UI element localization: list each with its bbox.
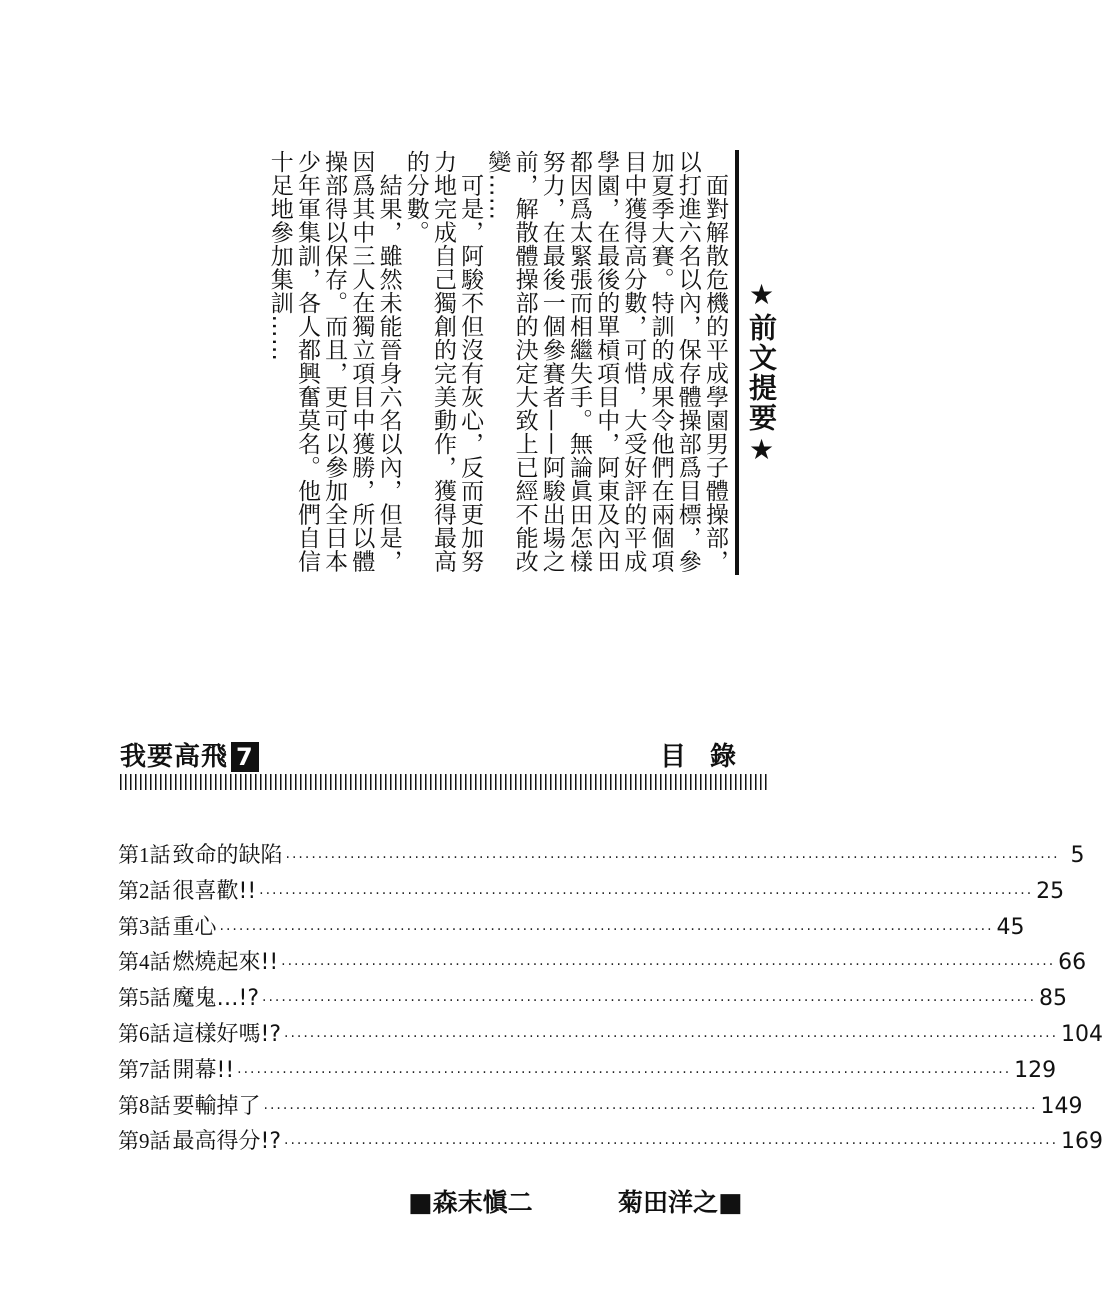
hatched-divider	[120, 774, 768, 790]
toc-chapter-title: 重心	[172, 914, 217, 940]
artist-name: 菊田洋之	[618, 1188, 719, 1217]
book-title	[120, 736, 259, 773]
toc-chapter-number: 第8話	[118, 1093, 171, 1118]
volume-badge: 7	[231, 742, 259, 772]
toc-page-number: 45	[996, 914, 1025, 940]
toc-chapter-title: 魔鬼…!?	[172, 986, 259, 1012]
toc-row[interactable]	[118, 838, 1085, 874]
toc-row[interactable]	[118, 981, 1068, 1017]
book-title-text: 我要高飛	[120, 742, 229, 772]
toc-row[interactable]	[118, 1053, 1057, 1089]
toc-row[interactable]	[118, 1017, 1103, 1053]
toc-chapter-title: 致命的缺陷	[172, 843, 283, 868]
toc-leader-dots: ························································································································	[284, 1136, 1059, 1153]
toc-page-number: 169	[1061, 1129, 1103, 1155]
summary-paragraph-1: 面對解散危機的平成學園男子體操部，以打進六名以內，保存體操部爲目標，參加夏季大賽。特訓的成果令他們在兩個項目中獲得高分數，可惜，大受好評的平成學園，在最後的單槓項目中，阿東及內田都因爲太緊張而相繼失手。無論眞田怎樣努力，在最後一個參賽者——阿駿出場之前，解散體操部的決定大致上已經不能改變……	[484, 150, 728, 573]
toc-page-number: 25	[1036, 878, 1065, 904]
toc-leader-dots: ························································································································	[259, 885, 1034, 902]
toc-page-number: 129	[1014, 1057, 1057, 1083]
toc-chapter-title: 很喜歡!!	[172, 878, 257, 904]
toc-chapter-title: 要輸掉了	[172, 1093, 261, 1119]
toc-label: 目錄	[659, 742, 760, 772]
toc-leader-dots: ························································································································	[284, 1028, 1059, 1045]
toc-list	[118, 838, 1103, 1160]
summary-paragraph-2: 可是，阿駿不但沒有灰心，反而更加努力地完成自己獨創的完美動作，獲得最高的分數。	[402, 150, 484, 573]
summary-paragraph-3: 結果，雖然未能晉身六名以內，但是，因爲其中三人在獨立項目中獲勝，所以體操部得以保存。而且，更可以參加全日本少年軍集訓，各人都興奮莫名。他們自信十足地參加集訓……	[266, 150, 402, 573]
toc-header	[120, 736, 768, 776]
credit-artist	[618, 1183, 743, 1219]
toc-leader-dots: ························································································································	[263, 1100, 1038, 1117]
toc-page-number: 66	[1058, 950, 1087, 976]
toc-leader-dots: ························································································································	[237, 1064, 1012, 1081]
toc-chapter-number: 第1話	[118, 843, 171, 867]
toc-page-number: 149	[1040, 1093, 1083, 1119]
toc-page-number: 5	[1070, 843, 1085, 868]
toc-chapter-number: 第6話	[118, 1021, 171, 1046]
toc-row[interactable]	[118, 1124, 1103, 1160]
toc-row[interactable]	[118, 1089, 1083, 1125]
summary-divider	[735, 150, 739, 575]
summary-text	[172, 150, 728, 590]
toc-leader-dots: ························································································································	[281, 957, 1056, 974]
toc-chapter-number: 第5話	[118, 986, 171, 1011]
toc-row[interactable]	[118, 910, 1025, 946]
credit-author	[408, 1183, 533, 1219]
toc-leader-dots: ························································································································	[285, 850, 1060, 866]
toc-page-number: 104	[1061, 1021, 1103, 1047]
toc-chapter-title: 開幕!!	[172, 1057, 235, 1083]
author-name: 森末愼二	[432, 1188, 533, 1217]
summary-heading: ★前文提要★	[745, 278, 778, 468]
toc-row[interactable]	[118, 945, 1087, 981]
toc-leader-dots: ························································································································	[219, 921, 994, 938]
square-marker-icon: ■	[408, 1188, 433, 1218]
toc-page-number: 85	[1039, 986, 1068, 1012]
toc-chapter-number: 第3話	[118, 914, 171, 939]
toc-chapter-number: 第2話	[118, 878, 171, 903]
square-marker-icon: ■	[718, 1188, 743, 1218]
toc-chapter-title: 最高得分!?	[172, 1129, 281, 1155]
toc-chapter-number: 第4話	[118, 950, 171, 975]
toc-row[interactable]	[118, 874, 1065, 910]
toc-chapter-number: 第9話	[118, 1129, 171, 1154]
toc-chapter-number: 第7話	[118, 1057, 171, 1082]
toc-chapter-title: 燃燒起來!!	[172, 950, 279, 976]
toc-leader-dots: ························································································································	[262, 993, 1037, 1010]
toc-chapter-title: 這樣好嗎!?	[172, 1021, 281, 1047]
